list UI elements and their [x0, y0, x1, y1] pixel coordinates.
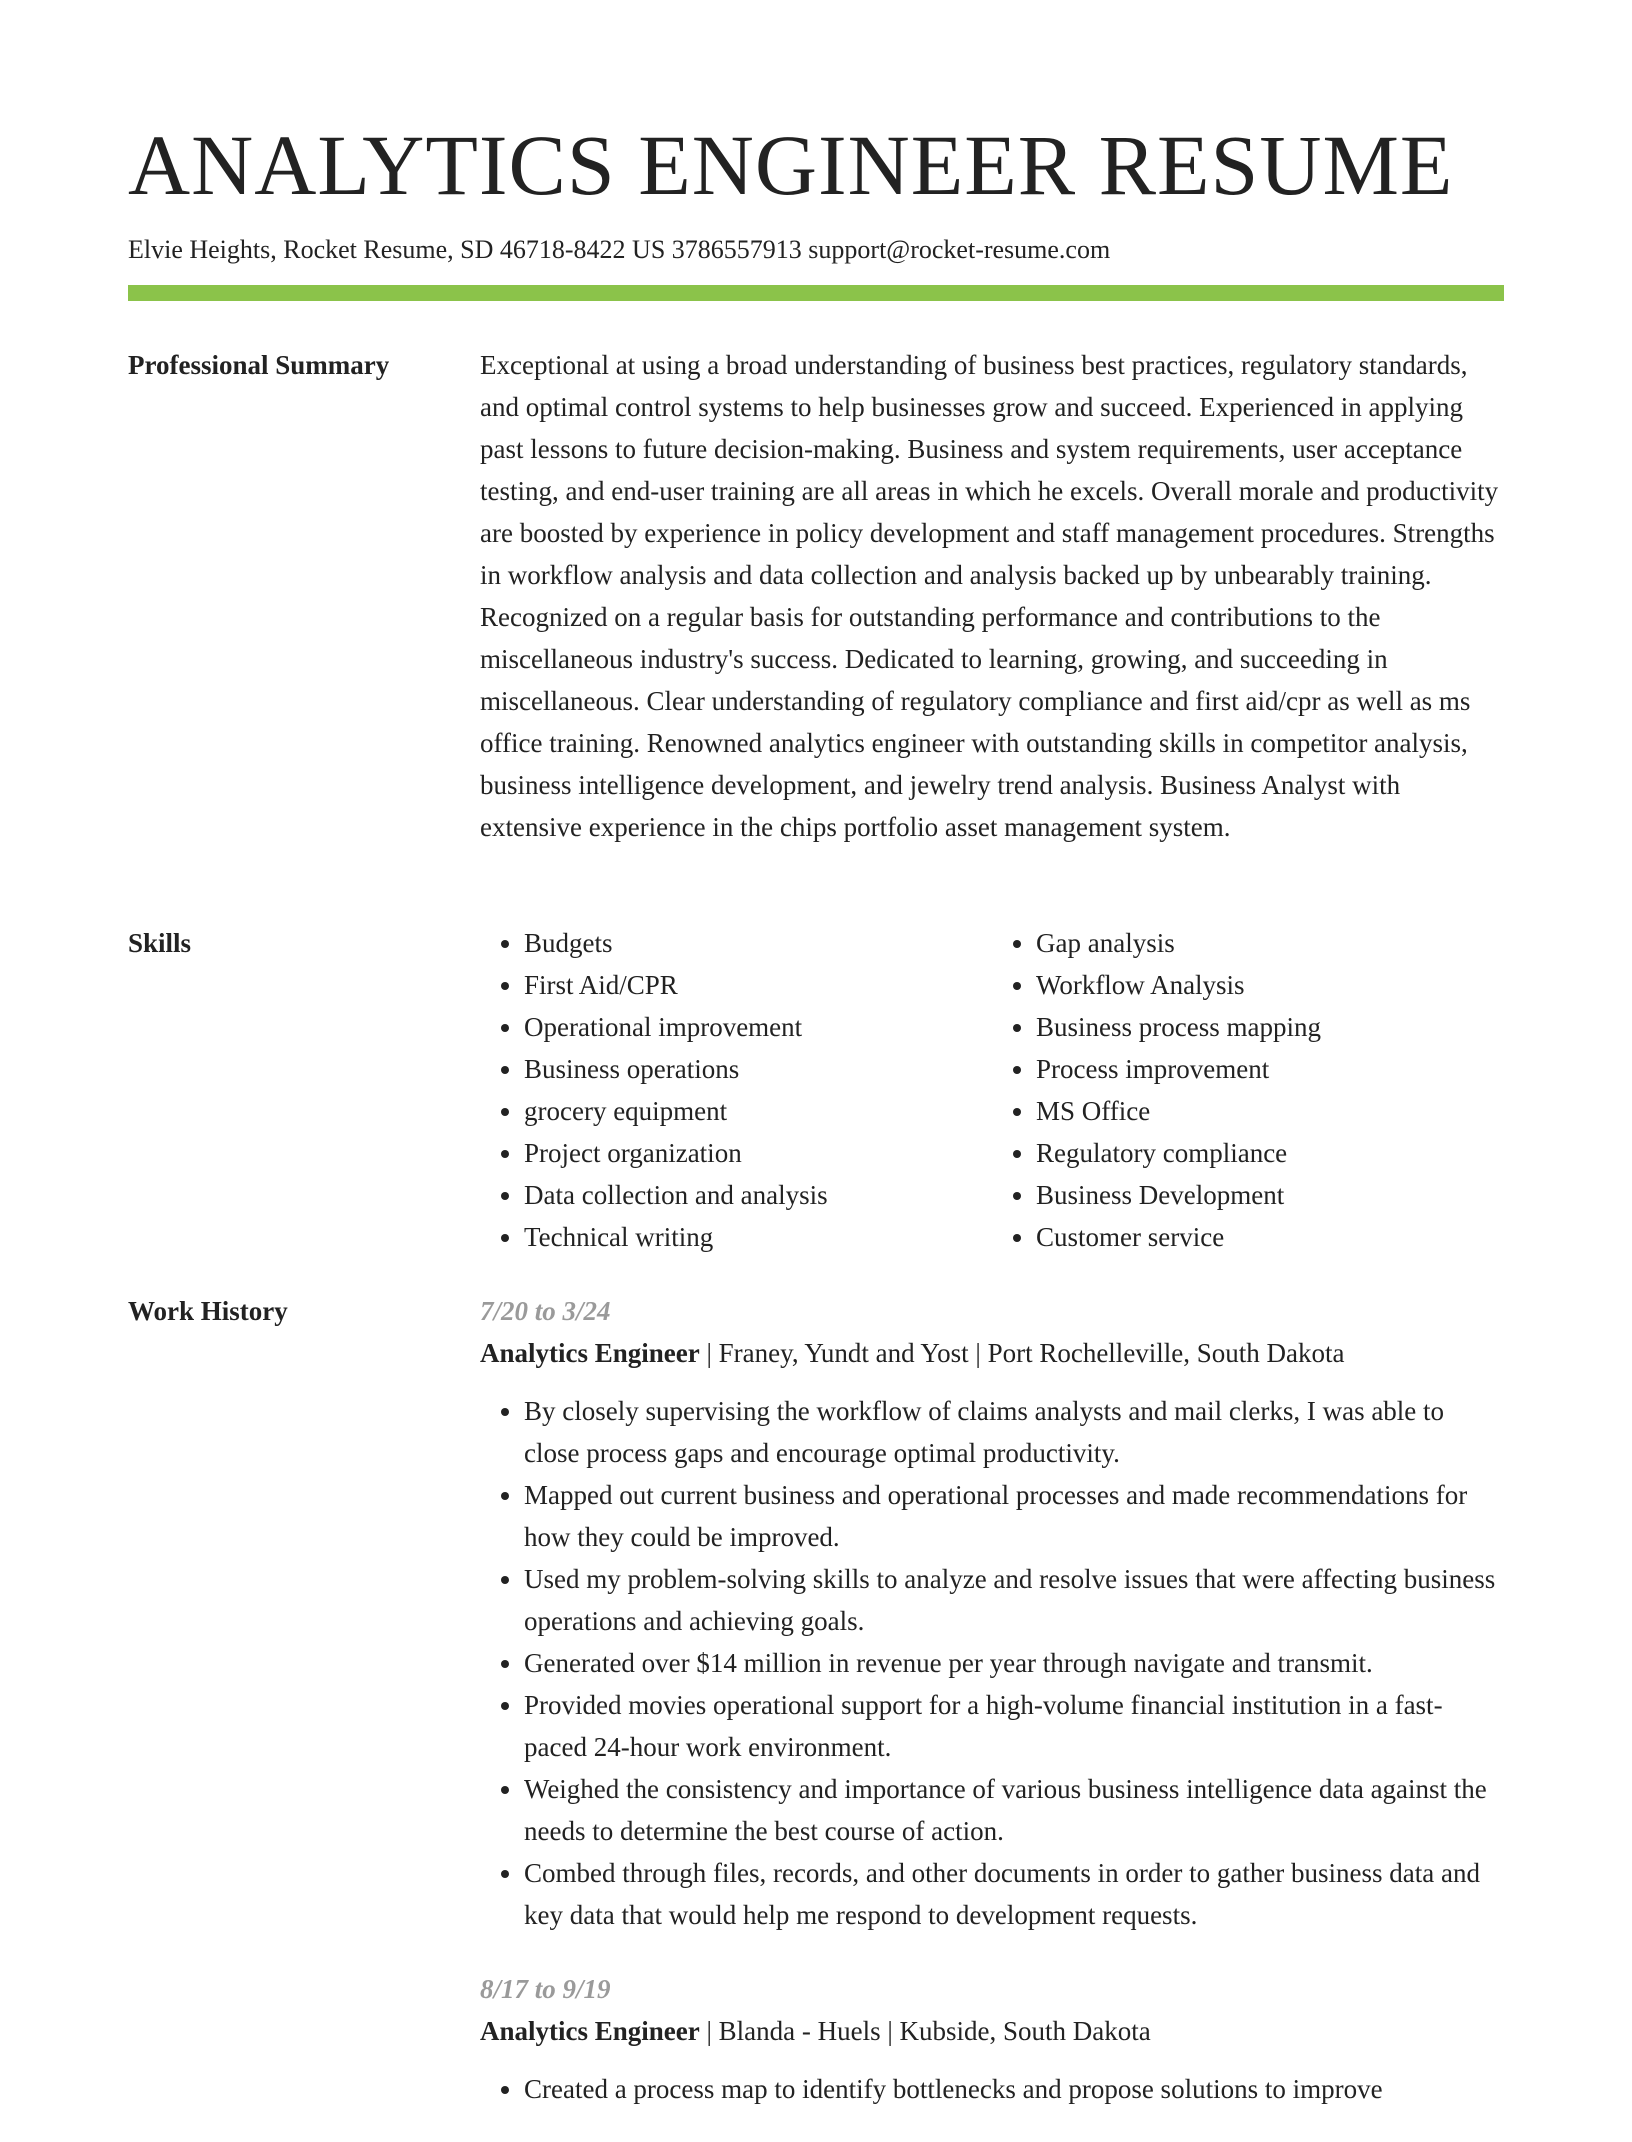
skill-item: • Business process mapping — [1036, 1006, 1504, 1048]
job-entry — [480, 1968, 1504, 2110]
section-label-summary: Professional Summary — [128, 350, 390, 380]
skill-item: • Business operations — [524, 1048, 992, 1090]
skill-item: • Technical writing — [524, 1216, 992, 1258]
accent-divider — [128, 285, 1504, 301]
job-bullet: • Generated over $14 million in revenue per year through navigate and transmit. — [524, 1642, 1504, 1684]
skill-item: • Gap analysis — [1036, 922, 1504, 964]
skill-item: • Customer service — [1036, 1216, 1504, 1258]
skills-list-left — [480, 922, 992, 1258]
job-bullet: • Used my problem-solving skills to analyze and resolve issues that were affecting business operations and achieving goals. — [524, 1558, 1504, 1642]
section-body-summary — [480, 344, 1504, 848]
job-employer-location: | Franey, Yundt and Yost | Port Rochelleville, South Dakota — [699, 1338, 1345, 1368]
job-bullet: • Created a process map to identify bottlenecks and propose solutions to improve — [524, 2068, 1504, 2110]
job-dates: 7/20 to 3/24 — [480, 1296, 611, 1326]
job-entry — [480, 1290, 1504, 1936]
skills-list-right — [992, 922, 1504, 1258]
job-bullet: • Mapped out current business and operational processes and made recommendations for how they could be improved. — [524, 1474, 1504, 1558]
skill-item: • Data collection and analysis — [524, 1174, 992, 1216]
job-bullet: • By closely supervising the workflow of claims analysts and mail clerks, I was able to close process gaps and encourage optimal productivity. — [524, 1390, 1504, 1474]
job-bullet-list — [480, 1390, 1504, 1936]
job-bullet: • Provided movies operational support for a high-volume financial institution in a fast-paced 24-hour work environment. — [524, 1684, 1504, 1768]
skill-item: • Project organization — [524, 1132, 992, 1174]
section-body-skills — [480, 922, 1504, 1258]
skill-item: • Operational improvement — [524, 1006, 992, 1048]
skill-item: • grocery equipment — [524, 1090, 992, 1132]
summary-text: Exceptional at using a broad understanding of business best practices, regulatory standards, and optimal control systems to help businesses grow and succeed. Experienced in applying past lessons to future decision-making. Business and system requirements, user acceptance testing, and end-user training are all areas in which he excels. Overall morale and productivity are boosted by experience in policy development and staff management procedures. Strengths in workflow analysis and data collection and analysis backed up by unbearably training. Recognized on a regular basis for outstanding performance and contributions to the miscellaneous industry's success. Dedicated to learning, growing, and succeeding in miscellaneous. Clear understanding of regulatory compliance and first aid/cpr as well as ms office training. Renowned analytics engineer with outstanding skills in competitor analysis, business intelligence development, and jewelry trend analysis. Business Analyst with extensive experience in the chips portfolio asset management system. — [480, 350, 1499, 842]
section-label-work-history: Work History — [128, 1296, 288, 1326]
job-heading — [480, 1332, 1504, 1374]
skill-item: • Business Development — [1036, 1174, 1504, 1216]
skill-item: • MS Office — [1036, 1090, 1504, 1132]
skill-item: • Workflow Analysis — [1036, 964, 1504, 1006]
skill-item: • Budgets — [524, 922, 992, 964]
page-title: ANALYTICS ENGINEER RESUME — [128, 117, 1454, 213]
job-bullet: • Combed through files, records, and other documents in order to gather business data and key data that would help me respond to development requests. — [524, 1852, 1504, 1936]
contact-line: Elvie Heights, Rocket Resume, SD 46718-8422 US 3786557913 support@rocket-resume.com — [128, 235, 1111, 264]
section-label-skills: Skills — [128, 928, 192, 958]
job-title: Analytics Engineer — [480, 1338, 700, 1368]
skill-item: • Regulatory compliance — [1036, 1132, 1504, 1174]
job-dates: 8/17 to 9/19 — [480, 1974, 611, 2004]
skill-item: • Process improvement — [1036, 1048, 1504, 1090]
job-employer-location: | Blanda - Huels | Kubside, South Dakota — [699, 2016, 1151, 2046]
job-bullet: • Weighed the consistency and importance of various business intelligence data against the needs to determine the best course of action. — [524, 1768, 1504, 1852]
job-bullet-list — [480, 2068, 1504, 2110]
section-body-work-history — [480, 1290, 1504, 2142]
skills-columns — [480, 922, 1504, 1258]
skill-item: • First Aid/CPR — [524, 964, 992, 1006]
job-heading — [480, 2010, 1504, 2052]
job-title: Analytics Engineer — [480, 2016, 700, 2046]
